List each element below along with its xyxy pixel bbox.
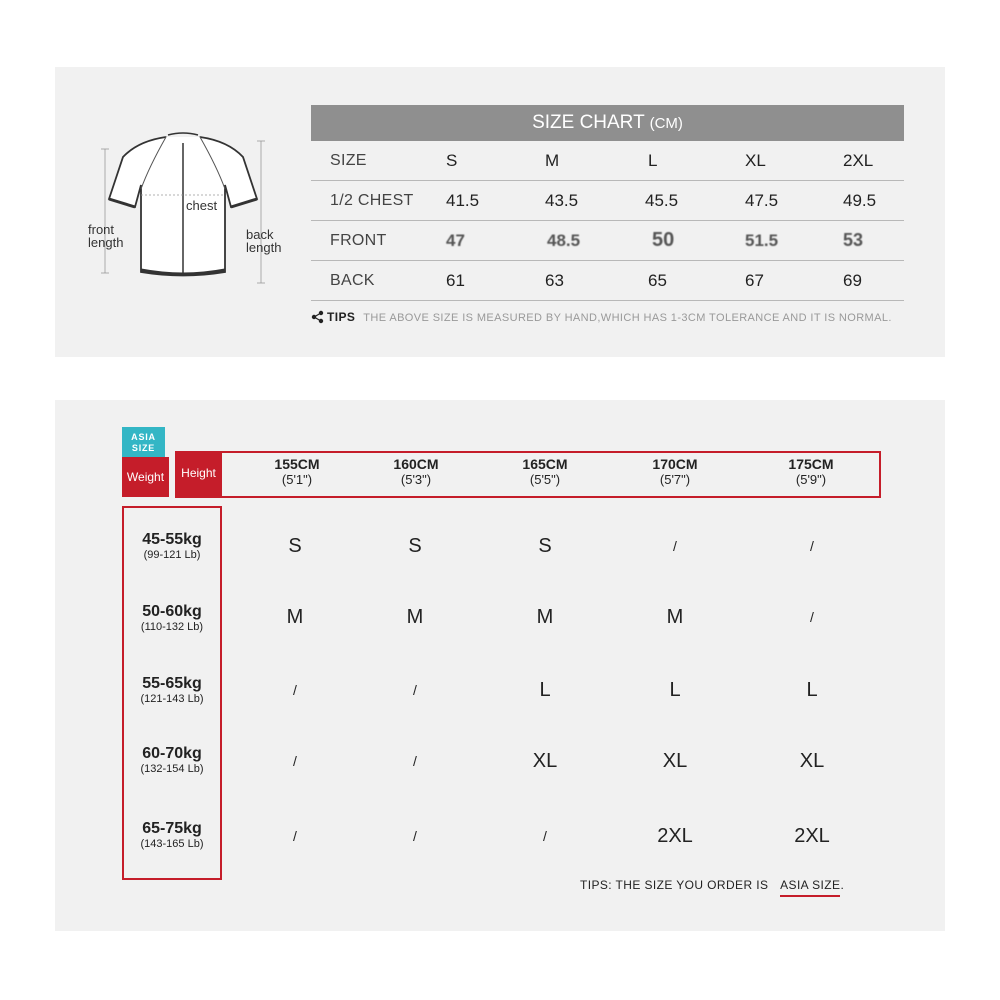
size-cell: L — [539, 679, 551, 701]
header-size-xl: XL — [745, 151, 766, 170]
chest-value: 47.5 — [745, 191, 779, 210]
height-column — [242, 457, 352, 487]
back-value: 63 — [545, 271, 564, 290]
chest-value: 49.5 — [843, 191, 877, 210]
front-length-label — [88, 223, 123, 249]
weight-kg: 60-70kg — [142, 745, 202, 762]
header-size-l: L — [648, 151, 658, 170]
weight-lb: (121-143 Lb) — [140, 693, 204, 705]
size-cell: L — [669, 679, 681, 701]
size-cell: / — [810, 609, 814, 625]
size-cell: M — [666, 606, 684, 628]
header-size-s: S — [446, 151, 458, 170]
size-cell: M — [406, 606, 424, 628]
weight-lb: (132-154 Lb) — [140, 763, 204, 775]
front-value: 53 — [843, 230, 864, 250]
size-cell: / — [413, 753, 417, 769]
size-cell: S — [408, 535, 422, 557]
weight-kg: 50-60kg — [142, 603, 202, 620]
size-cell: / — [293, 753, 297, 769]
height-cm: 160CM — [393, 456, 439, 472]
weight-range — [124, 745, 220, 775]
size-chart-table — [311, 105, 904, 301]
share-icon — [311, 310, 325, 324]
tips-label: TIPS — [327, 310, 356, 324]
size-cell: XL — [799, 750, 825, 772]
height-column — [620, 457, 730, 487]
height-imperial: (5'7") — [659, 472, 691, 487]
height-cm: 155CM — [274, 456, 320, 472]
back-value: 61 — [446, 271, 465, 290]
front-label-line1: front — [88, 222, 115, 237]
weight-lb: (110-132 Lb) — [140, 621, 204, 633]
height-column — [490, 457, 600, 487]
asia-tip-text: TIPS: THE SIZE YOU ORDER IS — [580, 878, 769, 892]
asia-size-tip — [580, 878, 844, 892]
chest-label: chest — [186, 198, 218, 213]
tips-text: THE ABOVE SIZE IS MEASURED BY HAND,WHICH HAS 1-3CM TOLERANCE AND IT IS NORMAL. — [363, 312, 892, 324]
size-chart-title-text: SIZE CHART — [532, 112, 645, 133]
header-size-m: M — [545, 151, 560, 170]
size-cell: S — [288, 535, 302, 557]
height-imperial: (5'1") — [281, 472, 313, 487]
weight-range — [124, 675, 220, 705]
size-cell: XL — [662, 750, 688, 772]
row-label-back: BACK — [330, 272, 375, 289]
header-size-2xl: 2XL — [843, 151, 874, 170]
asia-tag-line1: ASIA — [131, 432, 156, 442]
size-cell: XL — [532, 750, 558, 772]
chest-value: 43.5 — [545, 191, 579, 210]
size-cell: / — [543, 828, 547, 844]
weight-lb: (99-121 Lb) — [143, 549, 201, 561]
weight-lb: (143-165 Lb) — [140, 838, 204, 850]
size-cell: 2XL — [794, 825, 830, 847]
height-cm: 165CM — [522, 456, 568, 472]
front-value: 48.5 — [547, 231, 581, 250]
weight-range — [124, 820, 220, 850]
asia-tag-line2: SIZE — [131, 443, 156, 453]
asia-size-tag — [122, 427, 165, 457]
weight-range — [124, 531, 220, 561]
row-label-front: FRONT — [330, 232, 387, 249]
header-size-label: SIZE — [330, 152, 367, 169]
height-imperial: (5'5") — [529, 472, 561, 487]
asia-size-badge — [122, 425, 169, 497]
row-label-chest: 1/2 CHEST — [330, 192, 414, 209]
front-value: 47 — [446, 231, 465, 250]
size-cell: M — [286, 606, 304, 628]
size-chart-unit: (CM) — [649, 115, 683, 132]
size-cell: / — [810, 538, 814, 554]
weight-header: Weight — [122, 457, 169, 497]
size-cell: / — [293, 682, 297, 698]
size-cell: L — [806, 679, 818, 701]
measurement-tips — [311, 309, 921, 325]
size-cell: / — [673, 538, 677, 554]
jersey-diagram — [83, 127, 303, 297]
size-cell: M — [536, 606, 554, 628]
size-cell: S — [538, 535, 552, 557]
weight-kg: 55-65kg — [142, 675, 202, 692]
height-column — [361, 457, 471, 487]
height-imperial: (5'3") — [400, 472, 432, 487]
size-chart-row-chest — [311, 181, 904, 221]
size-chart-title — [311, 105, 904, 141]
height-cm: 170CM — [652, 456, 698, 472]
asia-tip-highlight: ASIA SIZE — [780, 878, 840, 897]
size-cell: / — [413, 828, 417, 844]
height-cm: 175CM — [788, 456, 834, 472]
height-imperial: (5'9") — [795, 472, 827, 487]
front-label-line2: length — [88, 235, 124, 250]
front-value: 51.5 — [745, 231, 779, 250]
back-length-label — [246, 228, 281, 254]
chest-value: 41.5 — [446, 191, 480, 210]
weight-kg: 45-55kg — [142, 531, 202, 548]
weight-range — [124, 603, 220, 633]
chest-value: 45.5 — [645, 191, 679, 210]
height-header: Height — [175, 451, 222, 496]
size-chart-header-row — [311, 141, 904, 181]
size-cell: / — [413, 682, 417, 698]
size-chart-row-back — [311, 261, 904, 301]
asia-tip-suffix: . — [840, 878, 845, 892]
back-value: 65 — [648, 271, 667, 290]
back-value: 67 — [745, 271, 764, 290]
back-value: 69 — [843, 271, 862, 290]
back-label-line2: length — [246, 240, 282, 255]
size-chart-row-front — [311, 221, 904, 261]
front-value: 50 — [652, 229, 675, 251]
size-cell: 2XL — [657, 825, 693, 847]
weight-kg: 65-75kg — [142, 820, 202, 837]
size-cell: / — [293, 828, 297, 844]
back-label-line1: back — [246, 227, 274, 242]
height-column — [756, 457, 866, 487]
